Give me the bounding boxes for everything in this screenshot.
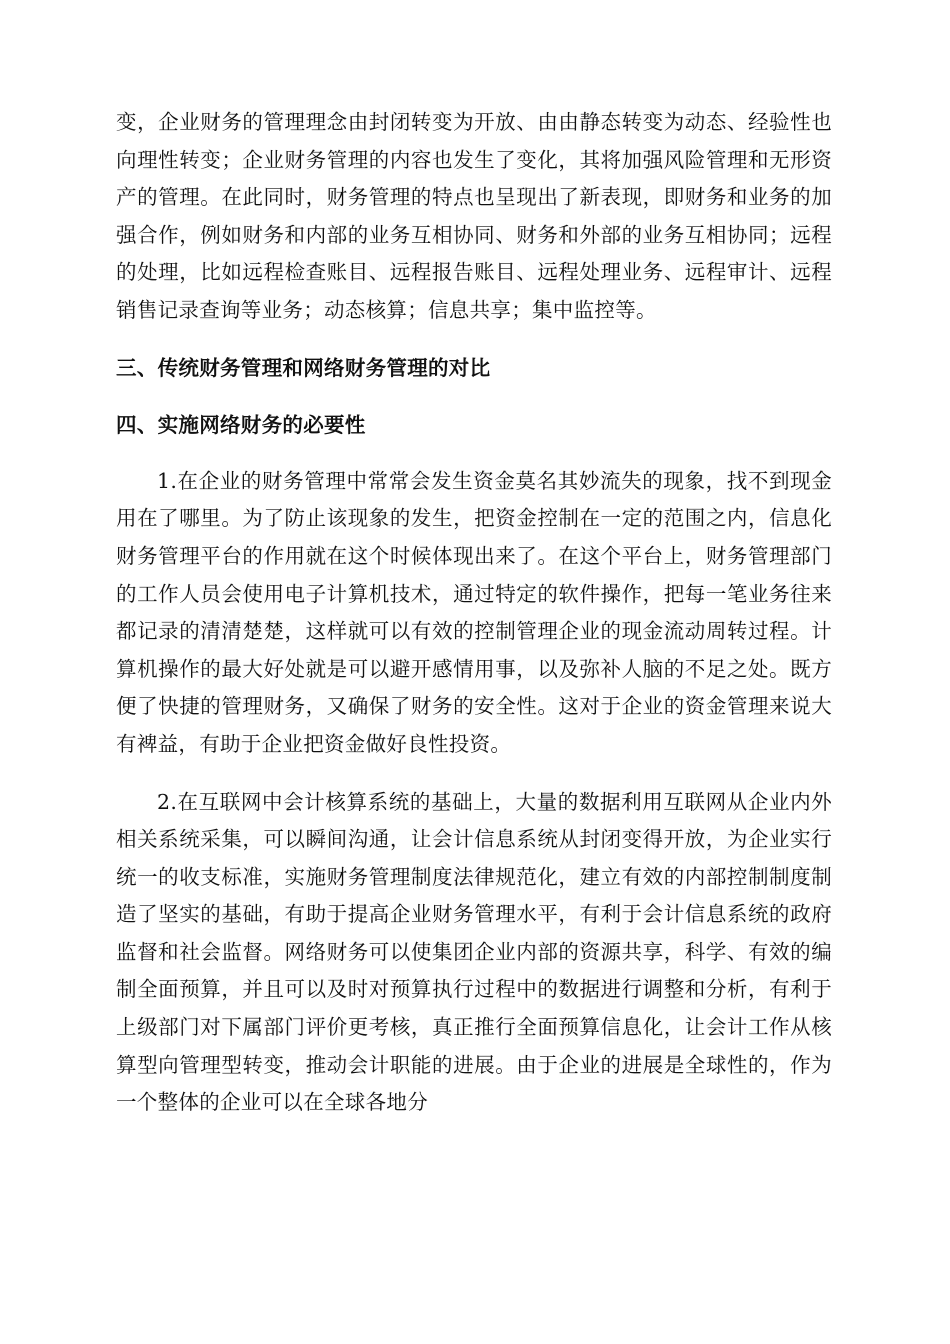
section-heading-comparison: 三、传统财务管理和网络财务管理的对比 [116,355,491,380]
document-page [116,104,832,1122]
paragraph-point-1: 1.在企业的财务管理中常常会发生资金莫名其妙流失的现象，找不到现金用在了哪里。为了防止该现象的发生，把资金控制在一定的范围之内，信息化财务管理平台的作用就在这个时候体现出来了。在这个平台上，财务管理部门的工作人员会使用电子计算机技术，通过特定的软件操作，把每一笔业务往来都记录的清清楚楚，这样就可以有效的控制管理企业的现金流动周转过程。计算机操作的最大好处就是可以避开感情用事，以及弥补人脑的不足之处。既方便了快捷的管理财务，又确保了财务的安全性。这对于企业的资金管理来说大有裨益，有助于企业把资金做好良性投资。 [116,468,832,756]
paragraph-point-2: 2.在互联网中会计核算系统的基础上，大量的数据利用互联网从企业内外相关系统采集，可以瞬间沟通，让会计信息系统从封闭变得开放，为企业实行统一的收支标准，实施财务管理制度法律规范化，建立有效的内部控制制度制造了坚实的基础，有助于提高企业财务管理水平，有利于会计信息系统的政府监督和社会监督。网络财务可以使集团企业内部的资源共享，科学、有效的编制全面预算，并且可以及时对预算执行过程中的数据进行调整和分析，有利于上级部门对下属部门评价更考核，真正推行全面预算信息化，让会计工作从核算型向管理型转变，推动会计职能的进展。由于企业的进展是全球性的，作为一个整体的企业可以在全球各地分 [116,789,832,1115]
section-heading-necessity: 四、实施网络财务的必要性 [116,413,366,438]
paragraph-continuation: 变，企业财务的管理理念由封闭转变为开放、由由静态转变为动态、经验性也向理性转变；企业财务管理的内容也发生了变化，其将加强风险管理和无形资产的管理。在此同时，财务管理的特点也呈现出了新表现，即财务和业务的加强合作，例如财务和内部的业务互相协同、财务和外部的业务互相协同；远程的处理，比如远程检查账目、远程报告账目、远程处理业务、远程审计、远程销售记录查询等业务；动态核算；信息共享；集中监控等。 [116,110,832,322]
